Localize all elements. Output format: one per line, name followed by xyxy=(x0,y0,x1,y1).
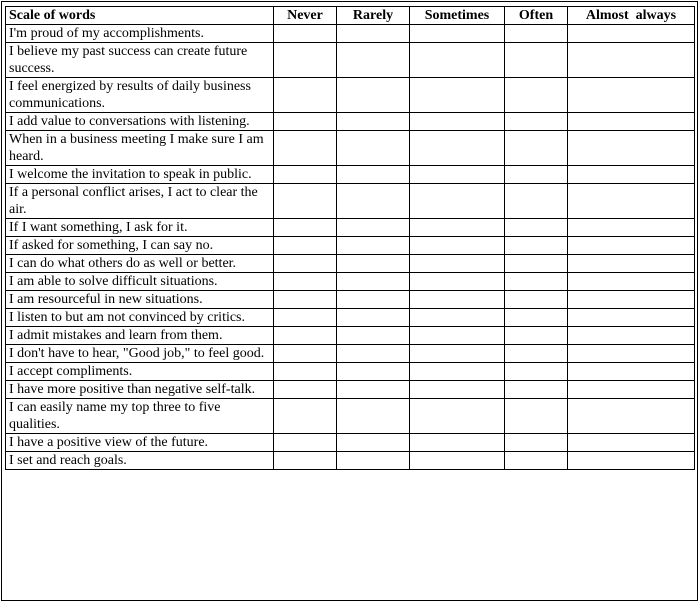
rating-cell-never[interactable] xyxy=(274,291,337,309)
table-row xyxy=(6,78,695,113)
rating-cell-almost-always[interactable] xyxy=(568,131,695,166)
table-row xyxy=(6,219,695,237)
rating-cell-sometimes[interactable] xyxy=(410,399,505,434)
table-row xyxy=(6,309,695,327)
statement-cell: I have a positive view of the future. xyxy=(6,434,274,452)
header-sometimes: Sometimes xyxy=(410,7,505,25)
rating-cell-often[interactable] xyxy=(505,452,568,470)
rating-cell-almost-always[interactable] xyxy=(568,363,695,381)
statement-cell: I admit mistakes and learn from them. xyxy=(6,327,274,345)
header-never: Never xyxy=(274,7,337,25)
table-row xyxy=(6,273,695,291)
rating-cell-almost-always[interactable] xyxy=(568,113,695,131)
table-row xyxy=(6,345,695,363)
rating-cell-often[interactable] xyxy=(505,255,568,273)
rating-cell-often[interactable] xyxy=(505,434,568,452)
rating-cell-often[interactable] xyxy=(505,237,568,255)
statement-cell: I can do what others do as well or better. xyxy=(6,255,274,273)
statement-cell: I can easily name my top three to five qualities. xyxy=(6,399,274,434)
rating-cell-almost-always[interactable] xyxy=(568,237,695,255)
rating-cell-almost-always[interactable] xyxy=(568,291,695,309)
rating-cell-sometimes[interactable] xyxy=(410,273,505,291)
table-row xyxy=(6,131,695,166)
table-row xyxy=(6,113,695,131)
statement-cell: I believe my past success can create future success. xyxy=(6,43,274,78)
rating-cell-never[interactable] xyxy=(274,113,337,131)
rating-cell-often[interactable] xyxy=(505,78,568,113)
rating-cell-rarely[interactable] xyxy=(337,273,410,291)
rating-cell-often[interactable] xyxy=(505,273,568,291)
rating-cell-never[interactable] xyxy=(274,237,337,255)
rating-cell-rarely[interactable] xyxy=(337,219,410,237)
rating-cell-almost-always[interactable] xyxy=(568,219,695,237)
statement-cell: If a personal conflict arises, I act to clear the air. xyxy=(6,184,274,219)
statement-cell: I feel energized by results of daily business communications. xyxy=(6,78,274,113)
rating-cell-almost-always[interactable] xyxy=(568,25,695,43)
rating-cell-rarely[interactable] xyxy=(337,452,410,470)
rating-cell-sometimes[interactable] xyxy=(410,452,505,470)
rating-cell-never[interactable] xyxy=(274,255,337,273)
rating-cell-never[interactable] xyxy=(274,345,337,363)
statement-cell: When in a business meeting I make sure I am heard. xyxy=(6,131,274,166)
rating-cell-rarely[interactable] xyxy=(337,327,410,345)
header-rarely: Rarely xyxy=(337,7,410,25)
table-row xyxy=(6,237,695,255)
rating-cell-rarely[interactable] xyxy=(337,43,410,78)
rating-cell-never[interactable] xyxy=(274,78,337,113)
table-row xyxy=(6,399,695,434)
rating-cell-sometimes[interactable] xyxy=(410,25,505,43)
rating-cell-often[interactable] xyxy=(505,327,568,345)
rating-cell-sometimes[interactable] xyxy=(410,309,505,327)
rating-cell-often[interactable] xyxy=(505,363,568,381)
rating-cell-sometimes[interactable] xyxy=(410,291,505,309)
statement-cell: I set and reach goals. xyxy=(6,452,274,470)
rating-cell-rarely[interactable] xyxy=(337,237,410,255)
header-often: Often xyxy=(505,7,568,25)
statement-cell: I am able to solve difficult situations. xyxy=(6,273,274,291)
table-row xyxy=(6,291,695,309)
rating-cell-almost-always[interactable] xyxy=(568,327,695,345)
table-row xyxy=(6,434,695,452)
rating-cell-often[interactable] xyxy=(505,345,568,363)
rating-cell-rarely[interactable] xyxy=(337,255,410,273)
rating-cell-sometimes[interactable] xyxy=(410,78,505,113)
table-row xyxy=(6,43,695,78)
rating-cell-never[interactable] xyxy=(274,363,337,381)
table-row xyxy=(6,381,695,399)
rating-cell-rarely[interactable] xyxy=(337,381,410,399)
rating-cell-never[interactable] xyxy=(274,381,337,399)
table-row xyxy=(6,363,695,381)
rating-cell-never[interactable] xyxy=(274,166,337,184)
rating-cell-almost-always[interactable] xyxy=(568,399,695,434)
rating-cell-rarely[interactable] xyxy=(337,166,410,184)
rating-cell-never[interactable] xyxy=(274,452,337,470)
rating-cell-rarely[interactable] xyxy=(337,131,410,166)
table-row xyxy=(6,166,695,184)
rating-cell-sometimes[interactable] xyxy=(410,113,505,131)
rating-cell-almost-always[interactable] xyxy=(568,452,695,470)
rating-cell-rarely[interactable] xyxy=(337,25,410,43)
scale-of-words-table xyxy=(5,6,695,470)
rating-cell-often[interactable] xyxy=(505,25,568,43)
table-row xyxy=(6,255,695,273)
statement-cell: If I want something, I ask for it. xyxy=(6,219,274,237)
rating-cell-rarely[interactable] xyxy=(337,291,410,309)
rating-cell-never[interactable] xyxy=(274,434,337,452)
rating-cell-rarely[interactable] xyxy=(337,399,410,434)
rating-cell-almost-always[interactable] xyxy=(568,434,695,452)
rating-cell-rarely[interactable] xyxy=(337,184,410,219)
rating-cell-almost-always[interactable] xyxy=(568,43,695,78)
rating-cell-never[interactable] xyxy=(274,25,337,43)
rating-cell-never[interactable] xyxy=(274,309,337,327)
statement-cell: I don't have to hear, "Good job," to feel good. xyxy=(6,345,274,363)
statement-cell: I listen to but am not convinced by critics. xyxy=(6,309,274,327)
rating-cell-sometimes[interactable] xyxy=(410,237,505,255)
rating-cell-sometimes[interactable] xyxy=(410,255,505,273)
rating-cell-often[interactable] xyxy=(505,219,568,237)
rating-cell-almost-always[interactable] xyxy=(568,78,695,113)
rating-cell-never[interactable] xyxy=(274,131,337,166)
survey-frame xyxy=(1,1,698,601)
rating-cell-often[interactable] xyxy=(505,43,568,78)
rating-cell-almost-always[interactable] xyxy=(568,309,695,327)
statement-cell: I welcome the invitation to speak in public. xyxy=(6,166,274,184)
rating-cell-never[interactable] xyxy=(274,327,337,345)
rating-cell-often[interactable] xyxy=(505,184,568,219)
rating-cell-sometimes[interactable] xyxy=(410,381,505,399)
statement-cell: I'm proud of my accomplishments. xyxy=(6,25,274,43)
rating-cell-almost-always[interactable] xyxy=(568,255,695,273)
rating-cell-often[interactable] xyxy=(505,399,568,434)
statement-cell: I add value to conversations with listening. xyxy=(6,113,274,131)
rating-cell-almost-always[interactable] xyxy=(568,345,695,363)
header-almost-always: Almost always xyxy=(568,7,695,25)
rating-cell-almost-always[interactable] xyxy=(568,273,695,291)
statement-cell: I have more positive than negative self-talk. xyxy=(6,381,274,399)
rating-cell-never[interactable] xyxy=(274,43,337,78)
rating-cell-almost-always[interactable] xyxy=(568,184,695,219)
statement-cell: I am resourceful in new situations. xyxy=(6,291,274,309)
rating-cell-often[interactable] xyxy=(505,309,568,327)
rating-cell-sometimes[interactable] xyxy=(410,363,505,381)
rating-cell-sometimes[interactable] xyxy=(410,131,505,166)
rating-cell-never[interactable] xyxy=(274,184,337,219)
rating-cell-never[interactable] xyxy=(274,219,337,237)
rating-cell-sometimes[interactable] xyxy=(410,219,505,237)
header-row xyxy=(6,7,695,25)
rating-cell-often[interactable] xyxy=(505,113,568,131)
statement-cell: I accept compliments. xyxy=(6,363,274,381)
rating-cell-sometimes[interactable] xyxy=(410,345,505,363)
rating-cell-never[interactable] xyxy=(274,399,337,434)
rating-cell-often[interactable] xyxy=(505,291,568,309)
rating-cell-rarely[interactable] xyxy=(337,363,410,381)
rating-cell-rarely[interactable] xyxy=(337,345,410,363)
rating-cell-almost-always[interactable] xyxy=(568,381,695,399)
table-row xyxy=(6,327,695,345)
table-row xyxy=(6,452,695,470)
statement-cell: If asked for something, I can say no. xyxy=(6,237,274,255)
header-scale-of-words: Scale of words xyxy=(6,7,274,25)
rating-cell-rarely[interactable] xyxy=(337,434,410,452)
rating-cell-sometimes[interactable] xyxy=(410,184,505,219)
rating-cell-sometimes[interactable] xyxy=(410,434,505,452)
rating-cell-rarely[interactable] xyxy=(337,113,410,131)
rating-cell-sometimes[interactable] xyxy=(410,327,505,345)
rating-cell-rarely[interactable] xyxy=(337,309,410,327)
table-row xyxy=(6,25,695,43)
rating-cell-often[interactable] xyxy=(505,381,568,399)
rating-cell-often[interactable] xyxy=(505,166,568,184)
rating-cell-sometimes[interactable] xyxy=(410,166,505,184)
rating-cell-never[interactable] xyxy=(274,273,337,291)
rating-cell-often[interactable] xyxy=(505,131,568,166)
rating-cell-sometimes[interactable] xyxy=(410,43,505,78)
rating-cell-rarely[interactable] xyxy=(337,78,410,113)
table-row xyxy=(6,184,695,219)
rating-cell-almost-always[interactable] xyxy=(568,166,695,184)
